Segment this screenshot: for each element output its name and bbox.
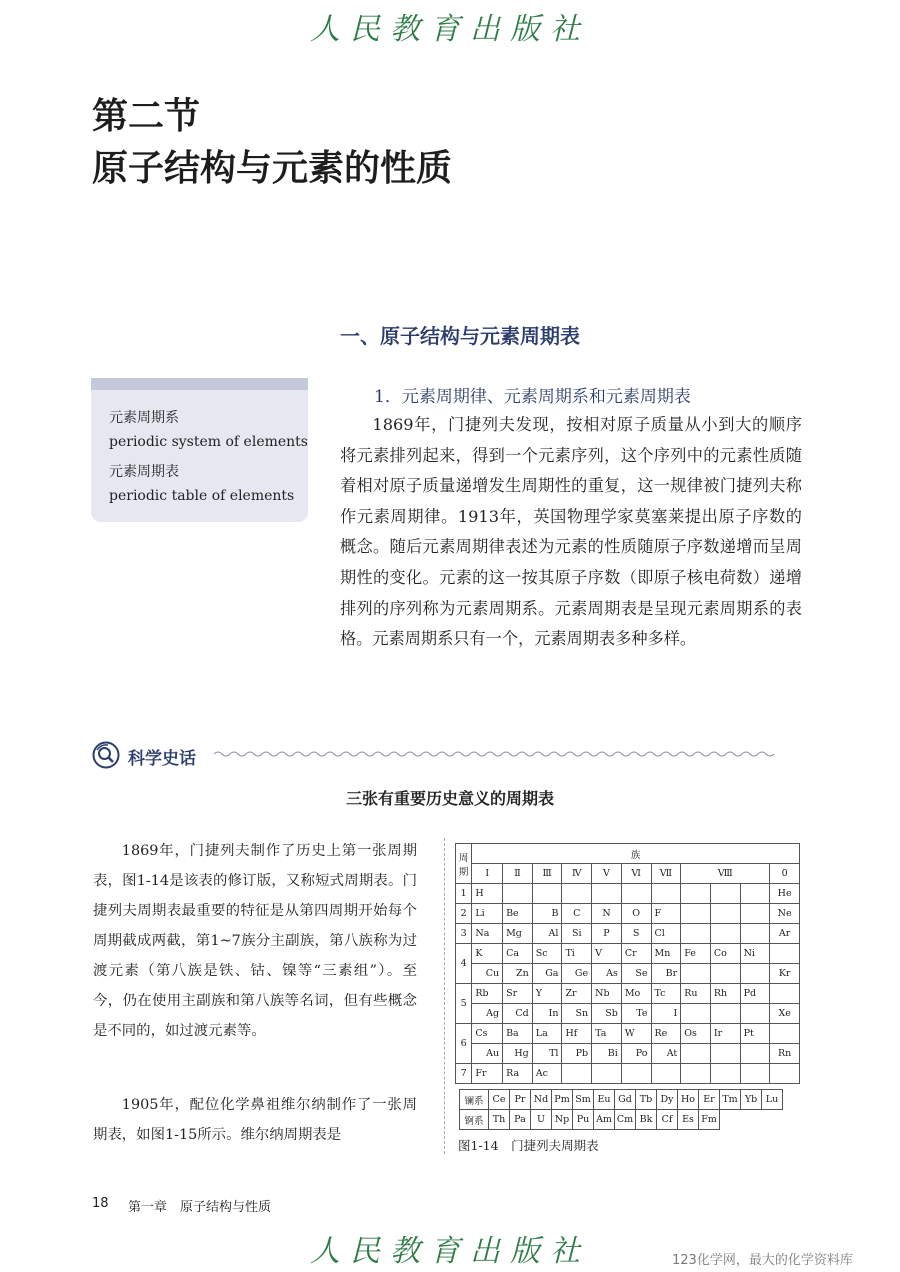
- element-cell: P: [592, 924, 622, 944]
- period-number: 2: [456, 904, 472, 924]
- element-cell: Th: [489, 1110, 510, 1130]
- column-divider: [444, 838, 445, 1154]
- term1-en: periodic system of elements: [109, 434, 308, 450]
- group-label: Ⅶ: [651, 864, 681, 884]
- element-cell: At: [651, 1044, 681, 1064]
- element-cell: V: [592, 944, 622, 964]
- element-cell: Cm: [615, 1110, 636, 1130]
- element-cell: Rh: [710, 984, 740, 1004]
- element-cell: Re: [651, 1024, 681, 1044]
- element-cell: Os: [681, 1024, 711, 1044]
- group-label: 0: [770, 864, 800, 884]
- sidebar-top-bar: [91, 378, 308, 390]
- element-cell: Tl: [532, 1044, 562, 1064]
- term1-zh: 元素周期系: [109, 410, 179, 426]
- lanthanides-label: 镧系: [460, 1090, 489, 1110]
- element-cell: Sm: [573, 1090, 594, 1110]
- group-label: Ⅲ: [532, 864, 562, 884]
- story-paragraph-2: 1905年，配位化学鼻祖维尔纳制作了一张周期表，如图1-15所示。维尔纳周期表是: [93, 1097, 417, 1143]
- element-cell: Al: [532, 924, 562, 944]
- element-cell: Cf: [657, 1110, 678, 1130]
- element-cell: Li: [472, 904, 503, 924]
- element-cell: Cd: [503, 1004, 533, 1024]
- element-cell: W: [621, 1024, 651, 1044]
- element-cell: Ca: [503, 944, 533, 964]
- element-cell: Au: [472, 1044, 503, 1064]
- footer-chapter: 第一章 原子结构与性质: [128, 1200, 272, 1215]
- element-cell: Fr: [472, 1064, 503, 1084]
- element-cell: Ac: [532, 1064, 562, 1084]
- element-cell: Nb: [592, 984, 622, 1004]
- element-cell: Er: [699, 1090, 720, 1110]
- element-cell: C: [562, 904, 592, 924]
- element-cell: Xe: [770, 1004, 800, 1024]
- element-cell: Kr: [770, 964, 800, 984]
- element-cell: Hf: [562, 1024, 592, 1044]
- element-cell: Ce: [489, 1090, 510, 1110]
- element-cell: Co: [710, 944, 740, 964]
- element-cell: Yb: [741, 1090, 762, 1110]
- element-cell: Ba: [503, 1024, 533, 1044]
- wave-divider: [214, 748, 800, 760]
- element-cell: Ho: [678, 1090, 699, 1110]
- element-cell: He: [770, 884, 800, 904]
- element-cell: Pr: [510, 1090, 531, 1110]
- element-cell: Cs: [472, 1024, 503, 1044]
- page-number: 18: [92, 1196, 109, 1211]
- element-cell: Mg: [503, 924, 533, 944]
- actinides-label: 锕系: [460, 1110, 489, 1130]
- element-cell: Ta: [592, 1024, 622, 1044]
- element-cell: Ir: [710, 1024, 740, 1044]
- element-cell: La: [532, 1024, 562, 1044]
- element-cell: Nd: [531, 1090, 552, 1110]
- element-cell: Be: [503, 904, 533, 924]
- element-cell: Sc: [532, 944, 562, 964]
- element-cell: Pt: [740, 1024, 770, 1044]
- element-cell: Lu: [762, 1090, 783, 1110]
- element-cell: Am: [594, 1110, 615, 1130]
- element-cell: Ne: [770, 904, 800, 924]
- element-cell: Ni: [740, 944, 770, 964]
- section-title: 原子结构与元素的性质: [92, 147, 453, 189]
- publisher-logo-top: 人民教育出版社: [310, 12, 590, 47]
- element-cell: B: [532, 904, 562, 924]
- element-cell: O: [621, 904, 651, 924]
- element-cell: Y: [532, 984, 562, 1004]
- term2-zh: 元素周期表: [109, 464, 179, 480]
- element-cell: Na: [472, 924, 503, 944]
- group-label: Ⅵ: [621, 864, 651, 884]
- element-cell: Rb: [472, 984, 503, 1004]
- element-cell: Sn: [562, 1004, 592, 1024]
- element-cell: Cl: [651, 924, 681, 944]
- section-number: 第二节: [92, 95, 201, 137]
- element-cell: N: [592, 904, 622, 924]
- group-label: Ⅴ: [592, 864, 622, 884]
- element-cell: Pm: [552, 1090, 573, 1110]
- element-cell: Ga: [532, 964, 562, 984]
- group-label: Ⅰ: [472, 864, 503, 884]
- element-cell: Np: [552, 1110, 573, 1130]
- publisher-logo-bottom: 人民教育出版社: [310, 1234, 590, 1269]
- element-cell: Ra: [503, 1064, 533, 1084]
- element-cell: Tc: [651, 984, 681, 1004]
- element-cell: Ti: [562, 944, 592, 964]
- period-header: 周期: [456, 844, 472, 884]
- group-label: Ⅱ: [503, 864, 533, 884]
- element-cell: Se: [621, 964, 651, 984]
- period-number: 7: [456, 1064, 472, 1084]
- element-cell: Si: [562, 924, 592, 944]
- science-history-icon: [92, 741, 120, 769]
- f-block-table: [459, 1089, 783, 1130]
- heading-2: 1．元素周期律、元素周期系和元素周期表: [374, 387, 691, 407]
- element-cell: Bk: [636, 1110, 657, 1130]
- element-cell: Bi: [592, 1044, 622, 1064]
- period-number: 6: [456, 1024, 472, 1064]
- glossary-sidebar: [91, 378, 308, 522]
- element-cell: Fe: [681, 944, 711, 964]
- group-label: Ⅳ: [562, 864, 592, 884]
- element-cell: In: [532, 1004, 562, 1024]
- element-cell: Hg: [503, 1044, 533, 1064]
- element-cell: Pd: [740, 984, 770, 1004]
- science-history-label: 科学史话: [128, 749, 196, 769]
- element-cell: Dy: [657, 1090, 678, 1110]
- element-cell: Tm: [720, 1090, 741, 1110]
- element-cell: Ar: [770, 924, 800, 944]
- element-cell: Ru: [681, 984, 711, 1004]
- element-cell: F: [651, 904, 681, 924]
- period-number: 5: [456, 984, 472, 1024]
- element-cell: Sr: [503, 984, 533, 1004]
- element-cell: Sb: [592, 1004, 622, 1024]
- element-cell: Gd: [615, 1090, 636, 1110]
- element-cell: I: [651, 1004, 681, 1024]
- figure-caption: 图1-14 门捷列夫周期表: [458, 1138, 599, 1153]
- element-cell: Eu: [594, 1090, 615, 1110]
- story-paragraph-1: 1869年，门捷列夫制作了历史上第一张周期表，图1-14是该表的修订版，又称短式周期表。门捷列夫周期表最重要的特征是从第四周期开始每个周期截成两截，第1~7族分主副族，第八族称为过渡元素（第八族是铁、钴、镍等“三素组”）。至今，仍在使用主副族和第八族等名词，但有些概念是不同的，如过渡元素等。: [93, 843, 417, 1039]
- mendeleev-periodic-table: [455, 843, 800, 1084]
- element-cell: Mo: [621, 984, 651, 1004]
- element-cell: Pb: [562, 1044, 592, 1064]
- element-cell: Po: [621, 1044, 651, 1064]
- element-cell: Ge: [562, 964, 592, 984]
- group-label: Ⅷ: [681, 864, 770, 884]
- element-cell: Pa: [510, 1110, 531, 1130]
- heading-1: 一、原子结构与元素周期表: [340, 324, 580, 348]
- watermark: 123化学网，最大的化学资料库: [672, 1253, 853, 1268]
- element-cell: K: [472, 944, 503, 964]
- period-number: 3: [456, 924, 472, 944]
- element-cell: Rn: [770, 1044, 800, 1064]
- period-number: 1: [456, 884, 472, 904]
- element-cell: Cr: [621, 944, 651, 964]
- element-cell: As: [592, 964, 622, 984]
- group-header: 族: [472, 844, 800, 864]
- element-cell: Br: [651, 964, 681, 984]
- element-cell: H: [472, 884, 503, 904]
- element-cell: Pu: [573, 1110, 594, 1130]
- element-cell: Te: [621, 1004, 651, 1024]
- story-title: 三张有重要历史意义的周期表: [345, 789, 554, 808]
- period-number: 4: [456, 944, 472, 984]
- element-cell: Zr: [562, 984, 592, 1004]
- element-cell: Zn: [503, 964, 533, 984]
- element-cell: Es: [678, 1110, 699, 1130]
- term2-en: periodic table of elements: [109, 488, 295, 504]
- element-cell: Cu: [472, 964, 503, 984]
- element-cell: Mn: [651, 944, 681, 964]
- element-cell: U: [531, 1110, 552, 1130]
- element-cell: S: [621, 924, 651, 944]
- element-cell: Tb: [636, 1090, 657, 1110]
- body-paragraph: 1869年，门捷列夫发现，按相对原子质量从小到大的顺序将元素排列起来，得到一个元素序列，这个序列中的元素性质随着相对原子质量递增发生周期性的重复，这一规律被门捷列夫称作元素周期律。1913年，英国物理学家莫塞莱提出原子序数的概念。随后元素周期律表述为元素的性质随原子序数递增而呈周期性的变化。元素的这一按其原子序数（即原子核电荷数）递增排列的序列称为元素周期系。元素周期表是呈现元素周期系的表格。元素周期系只有一个，元素周期表多种多样。: [340, 415, 802, 649]
- element-cell: Fm: [699, 1110, 720, 1130]
- element-cell: Ag: [472, 1004, 503, 1024]
